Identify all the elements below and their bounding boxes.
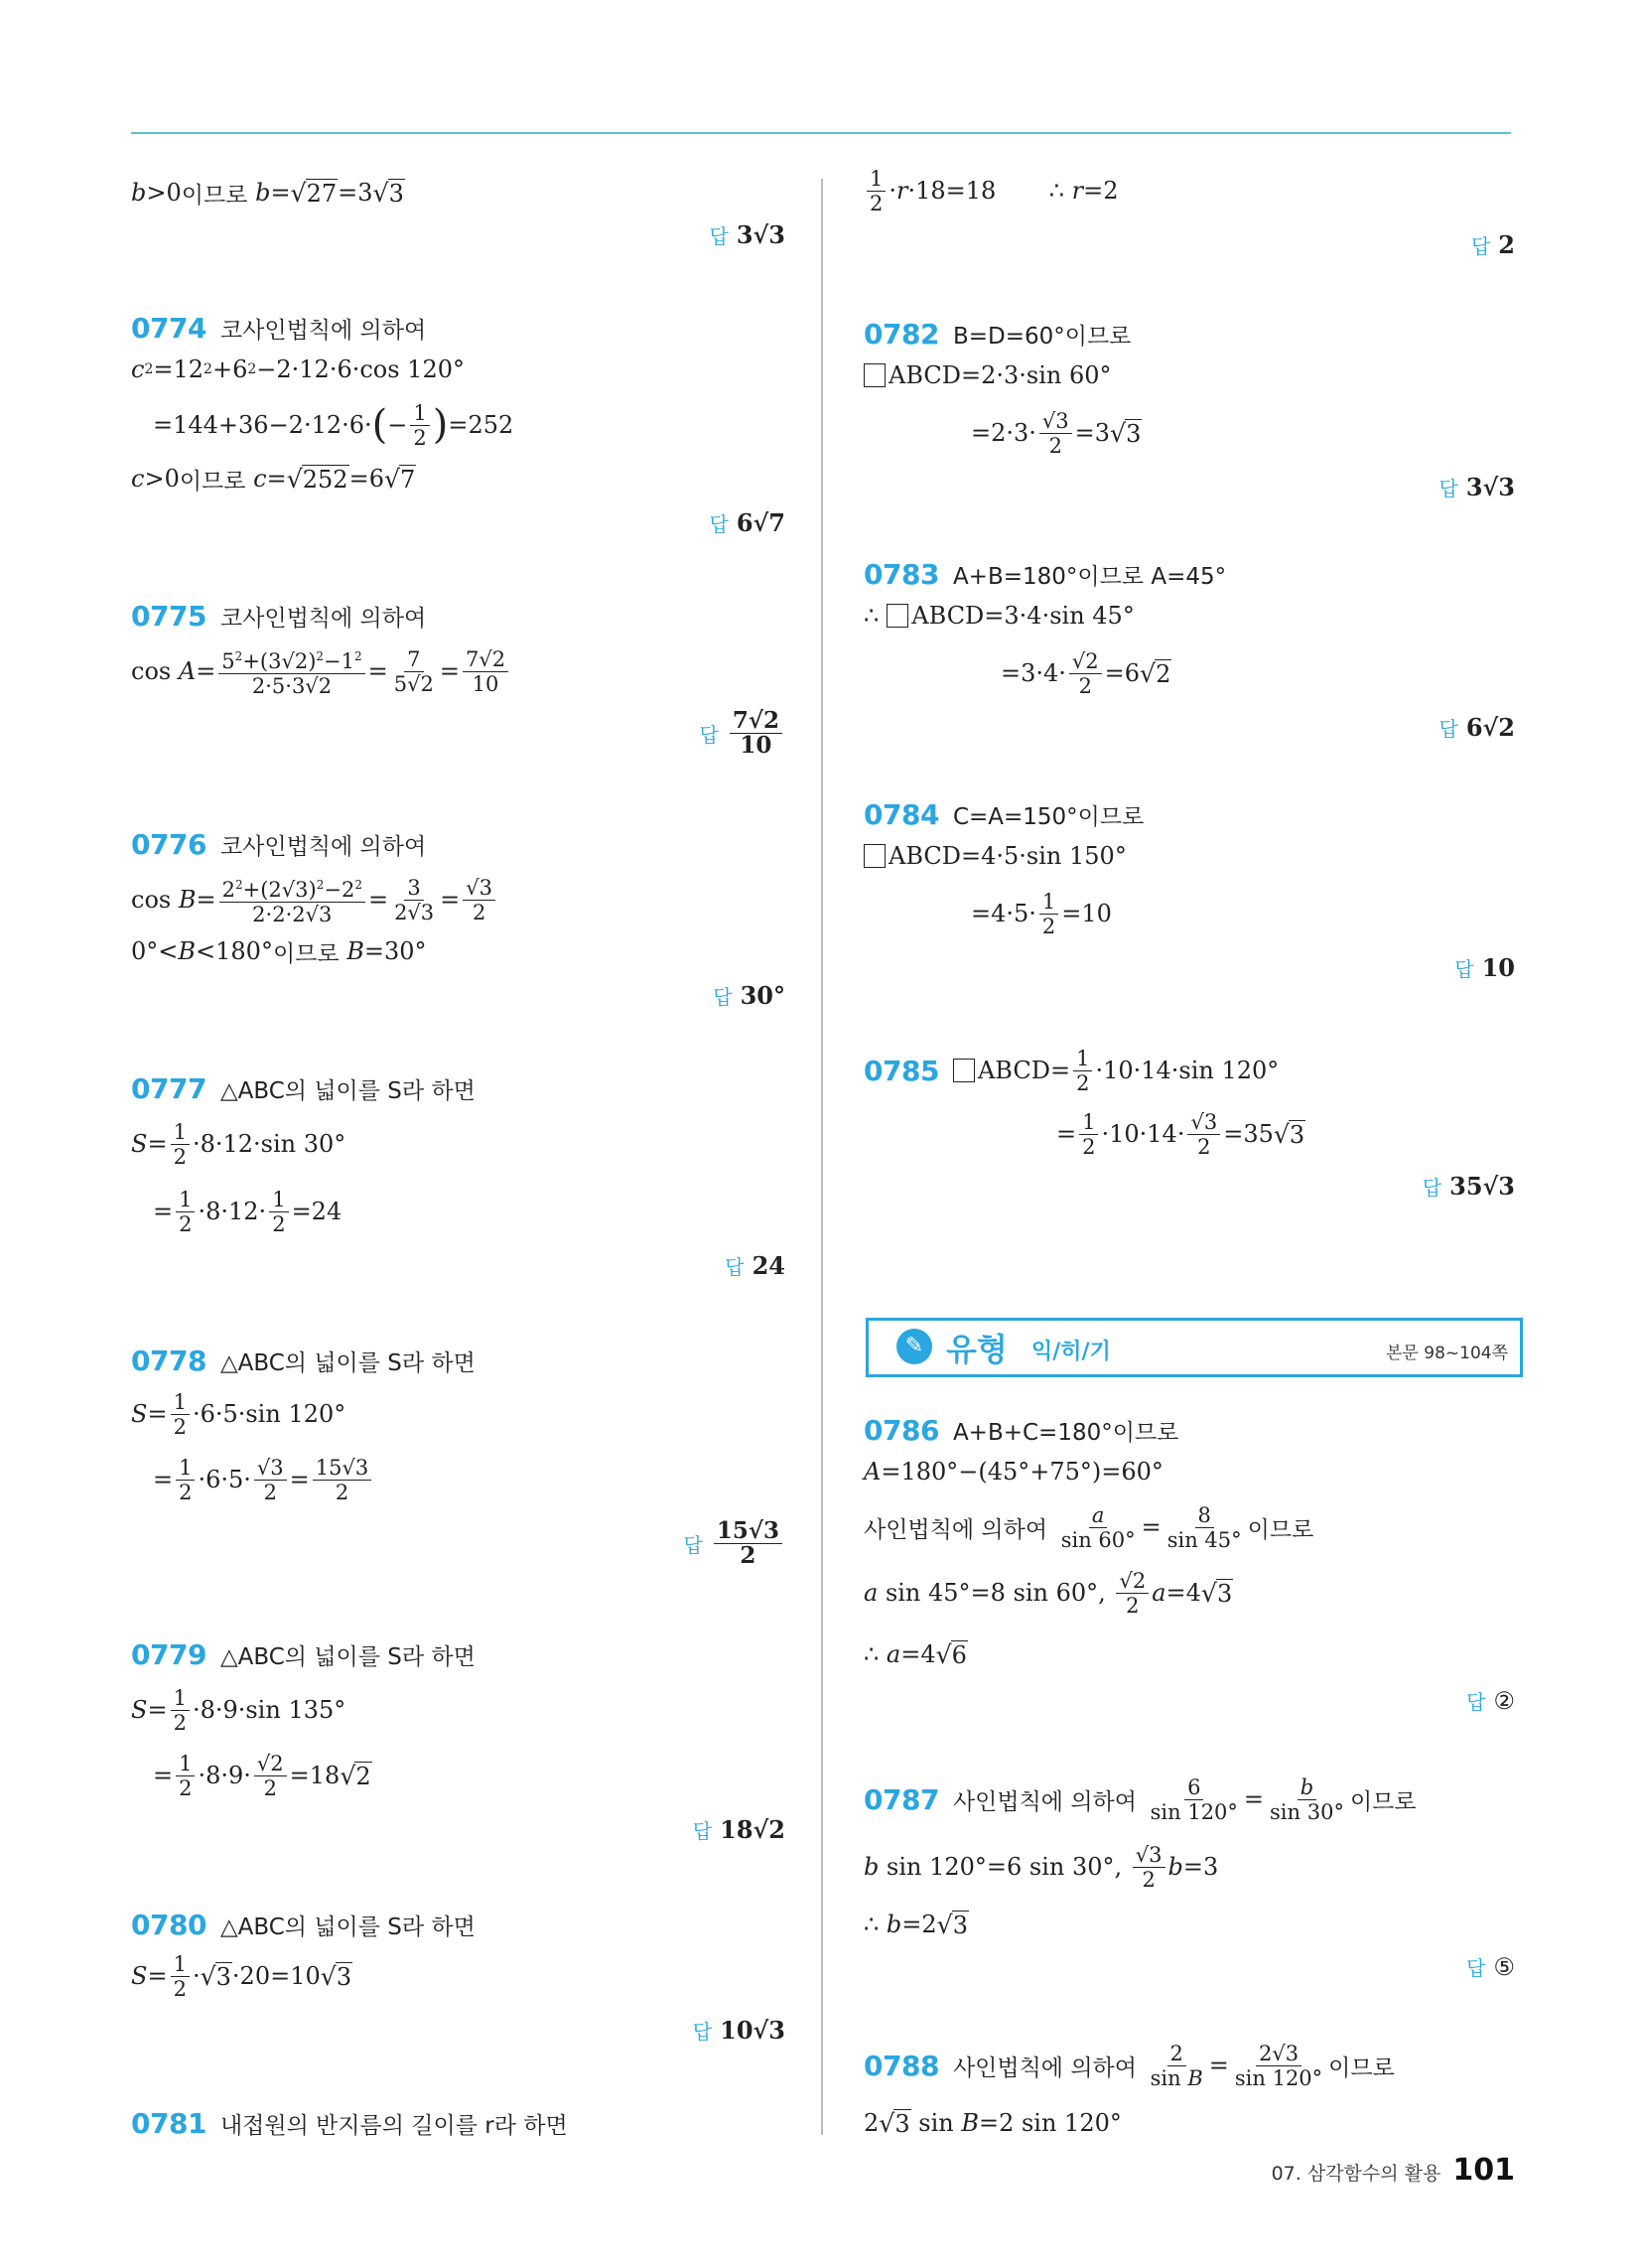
- math-line: 2 √ 3 sin B =2 sin 120°: [864, 2108, 1122, 2138]
- problem-header: [131, 1901, 476, 1948]
- answer-label: 답: [1438, 477, 1458, 500]
- problem-number: 0778: [131, 1344, 206, 1377]
- problem-header: 0787 사인법칙에 의하여 $\frac{6}{\sin 120^\circ}$ = $\frac{b}{\sin 30^\circ}$ 이므로: [864, 1774, 1417, 1824]
- answer-value: 30°: [740, 981, 785, 1010]
- answer-label: 답: [1438, 717, 1458, 741]
- math-line: $\frac{1}{2}$ · r ·18=18 ∴ r =2: [864, 163, 1119, 218]
- math-line: =144+36−2·12·6· ( − $\frac{1}{2}$ ) =252: [153, 400, 514, 450]
- problem-intro: 내접원의 반지름의 길이를 r라 하면: [219, 2112, 568, 2139]
- problem-header: [864, 310, 1131, 357]
- text-fragment: 이므로: [272, 940, 340, 967]
- problem-number: 0782: [864, 317, 939, 351]
- answer-value: 10√3: [720, 2016, 785, 2045]
- problem-number: 0781: [131, 2106, 206, 2140]
- math-line: S = $\frac{1}{2}$ · √ 3 ·20=10 √ 3: [131, 1951, 352, 2001]
- answer: [693, 2016, 785, 2045]
- answer-label: 답: [1422, 1176, 1442, 1200]
- math-line: c 2 =12 2 +6 2 −2·12·6·cos 120°: [131, 355, 465, 383]
- section-reference: 본문 98~104쪽: [1386, 1344, 1508, 1363]
- text-fragment: 사인법칙에 의하여: [864, 1516, 1048, 1543]
- math-line: = $\frac{1}{2}$ ·6·5· $\frac{√3}{2}$ = $\frac{15√3}{2}$: [153, 1452, 374, 1507]
- answer-value: 6√7: [736, 508, 785, 537]
- problem-number: 0785: [864, 1054, 939, 1087]
- square-symbol: [864, 363, 886, 387]
- answer-label: 답: [709, 512, 729, 536]
- math-line: 사인법칙에 의하여 $\frac{a}{\sin 60^\circ}$ = $\frac{8}{\sin 45^\circ}$ 이므로: [864, 1502, 1314, 1552]
- problem-header: [864, 1406, 1178, 1454]
- answer-value: 6√2: [1465, 713, 1515, 742]
- math-line: ∴ b =2 √ 3: [864, 1910, 969, 1939]
- problem-intro: △ABC의 넓이를 S라 하면: [219, 1643, 476, 1670]
- problem-intro: 사인법칙에 의하여: [952, 1788, 1137, 1815]
- section-title: 유형: [946, 1331, 1008, 1368]
- answer-label: 답: [1454, 957, 1474, 981]
- answer: [1466, 1686, 1515, 1715]
- problem-intro: C=A=150°이므로: [952, 803, 1145, 830]
- problem-header: [864, 550, 1226, 598]
- answer-value: 3√3: [1465, 473, 1515, 501]
- math-line: ABCD=2·3·sin 60°: [864, 352, 1112, 399]
- answer: [1439, 473, 1516, 501]
- problem-number: 0786: [864, 1413, 939, 1447]
- answer: [725, 1251, 785, 1280]
- problem-number: 0774: [131, 311, 206, 345]
- answer-label: 답: [1466, 1690, 1486, 1714]
- answer-label: 답: [1470, 234, 1491, 258]
- problem-number: 0780: [131, 1908, 206, 1941]
- math-line: cos B = $\frac{2^2+(2√3)^2-2^2}{2\cdot 2\cdot 2√3}$ = $\frac{3}{2√3}$ = $\frac{√3}{2}$: [131, 872, 498, 927]
- problem-header: 0785 ABCD= $\frac{1}{2}$ ·10·14·sin 120°: [864, 1046, 1280, 1095]
- math-line: ∴ a =4 √ 6: [864, 1639, 967, 1669]
- answer-label: 답: [692, 2020, 713, 2044]
- text-fragment: 이므로: [181, 182, 248, 209]
- problem-number: 0775: [131, 599, 206, 633]
- problem-header: [131, 1337, 476, 1384]
- answer-value: 35√3: [1449, 1172, 1515, 1201]
- text-fragment: 이므로: [1328, 2055, 1395, 2081]
- math-line: =3·4· $\frac{√2}{2}$ =6 √ 2: [1001, 648, 1171, 698]
- answer-label: 답: [692, 1819, 713, 1843]
- math-line: = $\frac{1}{2}$ ·10·14· $\frac{√3}{2}$ =35 √ 3: [1056, 1109, 1305, 1159]
- problem-header: [131, 304, 426, 352]
- answer-label: 답: [683, 1533, 703, 1557]
- text-fragment: 이므로: [179, 468, 246, 495]
- problem-intro: △ABC의 넓이를 S라 하면: [219, 1349, 476, 1376]
- column-divider: [821, 179, 823, 2135]
- answer-value: 18√2: [720, 1815, 785, 1844]
- problem-header: [131, 820, 426, 868]
- answer-value: 3√3: [736, 220, 785, 249]
- answer-label: 답: [725, 1255, 745, 1279]
- text-fragment: 이므로: [1349, 1788, 1417, 1815]
- answer: [1454, 953, 1515, 982]
- math-line: c >0 이므로 c = √ 252 =6 √ 7: [131, 464, 416, 495]
- answer-value: ⑤: [1493, 1952, 1515, 1981]
- problem-number: 0784: [864, 797, 939, 831]
- page-footer: [1272, 2153, 1515, 2188]
- problem-intro: △ABC의 넓이를 S라 하면: [219, 1914, 476, 1940]
- math-line: =4·5· $\frac{1}{2}$ =10: [971, 889, 1112, 938]
- problem-intro: 사인법칙에 의하여: [952, 2055, 1137, 2081]
- text-fragment: 이므로: [1247, 1516, 1314, 1543]
- problem-number: 0783: [864, 557, 939, 591]
- answer-label: 답: [709, 224, 729, 248]
- problem-intro: A+B=180°이므로 A=45°: [952, 563, 1227, 590]
- math-line: 0°< B <180° 이므로 B =30°: [131, 927, 427, 975]
- page-number: 101: [1452, 2153, 1515, 2188]
- math-line: b >0 이므로 b = √ 27 =3 √ 3: [131, 178, 404, 209]
- math-line: b sin 120°=6 sin 30°, $\frac{√3}{2}$ b =3: [864, 1842, 1219, 1892]
- answer: 답 $\frac{15√3}{2}$: [684, 1519, 785, 1568]
- problem-number: 0777: [131, 1071, 206, 1105]
- problem-number: 0787: [864, 1782, 939, 1816]
- answer: [1423, 1172, 1515, 1201]
- answer-value: 24: [752, 1251, 785, 1280]
- answer: [713, 981, 785, 1010]
- math-line: cos A = $\frac{5^2+(3√2)^2-1^2}{2\cdot 5\cdot 3√2}$ = $\frac{7}{5√2}$ = $\frac{7√2}{10}$: [131, 643, 511, 699]
- math-line: S = $\frac{1}{2}$ ·8·12·sin 30°: [131, 1119, 346, 1169]
- problem-number: 0788: [864, 2049, 939, 2082]
- problem-intro: B=D=60°이므로: [952, 323, 1132, 350]
- problem-header: 0788 사인법칙에 의하여 $\frac{2}{\text{sin B}}$ = $\frac{2√3}{\sin 120^\circ}$ 이므로: [864, 2041, 1395, 2090]
- problem-header: [131, 2099, 568, 2147]
- answer: [1439, 713, 1516, 742]
- square-symbol: [953, 1059, 975, 1082]
- answer: [693, 1815, 785, 1844]
- problem-intro: A+B+C=180°이므로: [952, 1419, 1179, 1446]
- answer-label: 답: [713, 985, 733, 1009]
- problem-intro: 코사인법칙에 의하여: [219, 833, 427, 860]
- answer-value: ②: [1493, 1686, 1515, 1715]
- answer: [710, 220, 786, 249]
- section-subtitle: 익/히/기: [1031, 1340, 1111, 1364]
- square-symbol: [887, 604, 908, 628]
- math-line: ABCD=4·5·sin 150°: [864, 832, 1127, 880]
- problem-number: 0779: [131, 1637, 206, 1671]
- math-line: S = $\frac{1}{2}$ ·6·5·sin 120°: [131, 1389, 346, 1439]
- problem-intro: △ABC의 넓이를 S라 하면: [219, 1077, 476, 1104]
- problem-intro: 코사인법칙에 의하여: [219, 317, 427, 344]
- problem-header: [131, 1630, 476, 1678]
- answer: [1471, 230, 1515, 259]
- problem-header: [131, 1064, 476, 1112]
- problem-number: 0776: [131, 827, 206, 861]
- answer-value: 2: [1498, 230, 1515, 259]
- pencil-note-icon: ✎: [896, 1329, 932, 1364]
- answer-label: 답: [699, 723, 719, 747]
- problem-header: [131, 592, 426, 639]
- answer: [1466, 1952, 1515, 1981]
- answer-value: 10: [1481, 953, 1515, 982]
- math-line: ∴ ABCD=3·4·sin 45°: [864, 602, 1135, 630]
- top-rule: [131, 132, 1511, 134]
- math-line: A =180°−(45°+75°)=60°: [864, 1458, 1163, 1486]
- answer: 답 $\frac{7√2}{10}$: [700, 709, 785, 758]
- math-line: a sin 45°=8 sin 60°, $\frac{√2}{2}$ a =4 √ 3: [864, 1568, 1233, 1618]
- problem-intro: 코사인법칙에 의하여: [219, 605, 427, 632]
- problem-header: [864, 790, 1144, 838]
- square-symbol: [864, 844, 886, 868]
- math-line: = $\frac{1}{2}$ ·8·12· $\frac{1}{2}$ =24: [153, 1187, 342, 1236]
- section-header: [866, 1318, 1523, 1377]
- chapter-title: 07. 삼각함수의 활용: [1271, 2163, 1441, 2185]
- math-line: S = $\frac{1}{2}$ ·8·9·sin 135°: [131, 1685, 346, 1735]
- answer: [710, 508, 786, 537]
- answer-label: 답: [1466, 1956, 1486, 1980]
- math-line: = $\frac{1}{2}$ ·8·9· $\frac{√2}{2}$ =18 √ 2: [153, 1751, 371, 1800]
- math-line: =2·3· $\frac{√3}{2}$ =3 √ 3: [971, 408, 1142, 458]
